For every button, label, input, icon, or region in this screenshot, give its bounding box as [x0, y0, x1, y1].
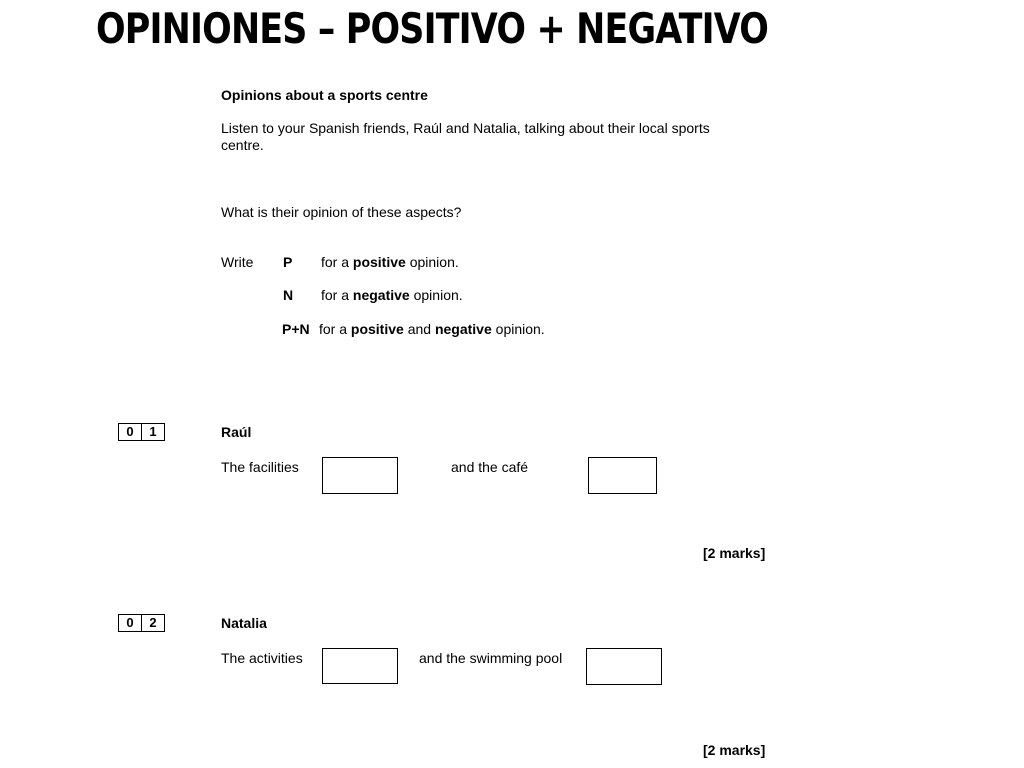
question-number-02: 0 2	[118, 614, 165, 632]
key-code-pn: P+N	[282, 321, 310, 337]
section-heading: Opinions about a sports centre	[221, 87, 428, 103]
question-name-raul: Raúl	[221, 424, 252, 440]
answer-box-cafe[interactable]	[588, 457, 657, 494]
question-number-01: 0 1	[118, 423, 165, 441]
answer-box-swimming-pool[interactable]	[586, 648, 662, 685]
item-label-cafe: and the café	[451, 459, 529, 475]
key-code-n: N	[283, 287, 294, 303]
answer-box-facilities[interactable]	[322, 457, 398, 494]
page-title: OPINIONES – POSITIVO + NEGATIVO	[96, 4, 769, 53]
item-label-activities: The activities	[221, 650, 303, 666]
item-label-swimming-pool: and the swimming pool	[419, 650, 563, 666]
answer-box-activities[interactable]	[322, 648, 398, 684]
intro-text-line-1: Listen to your Spanish friends, Raúl and Natalia, talking about their local sports	[221, 120, 710, 136]
key-desc-n: for a negative opinion.	[321, 287, 463, 303]
write-label: Write	[221, 254, 254, 270]
question-name-natalia: Natalia	[221, 615, 267, 631]
question-prompt: What is their opinion of these aspects?	[221, 204, 462, 220]
marks-label-01: [2 marks]	[703, 545, 766, 561]
key-desc-p: for a positive opinion.	[321, 254, 459, 270]
intro-text-line-2: centre.	[221, 137, 264, 153]
marks-label-02: [2 marks]	[703, 742, 766, 758]
key-desc-pn: for a positive and negative opinion.	[319, 321, 545, 337]
key-code-p: P	[283, 254, 293, 270]
item-label-facilities: The facilities	[221, 459, 299, 475]
